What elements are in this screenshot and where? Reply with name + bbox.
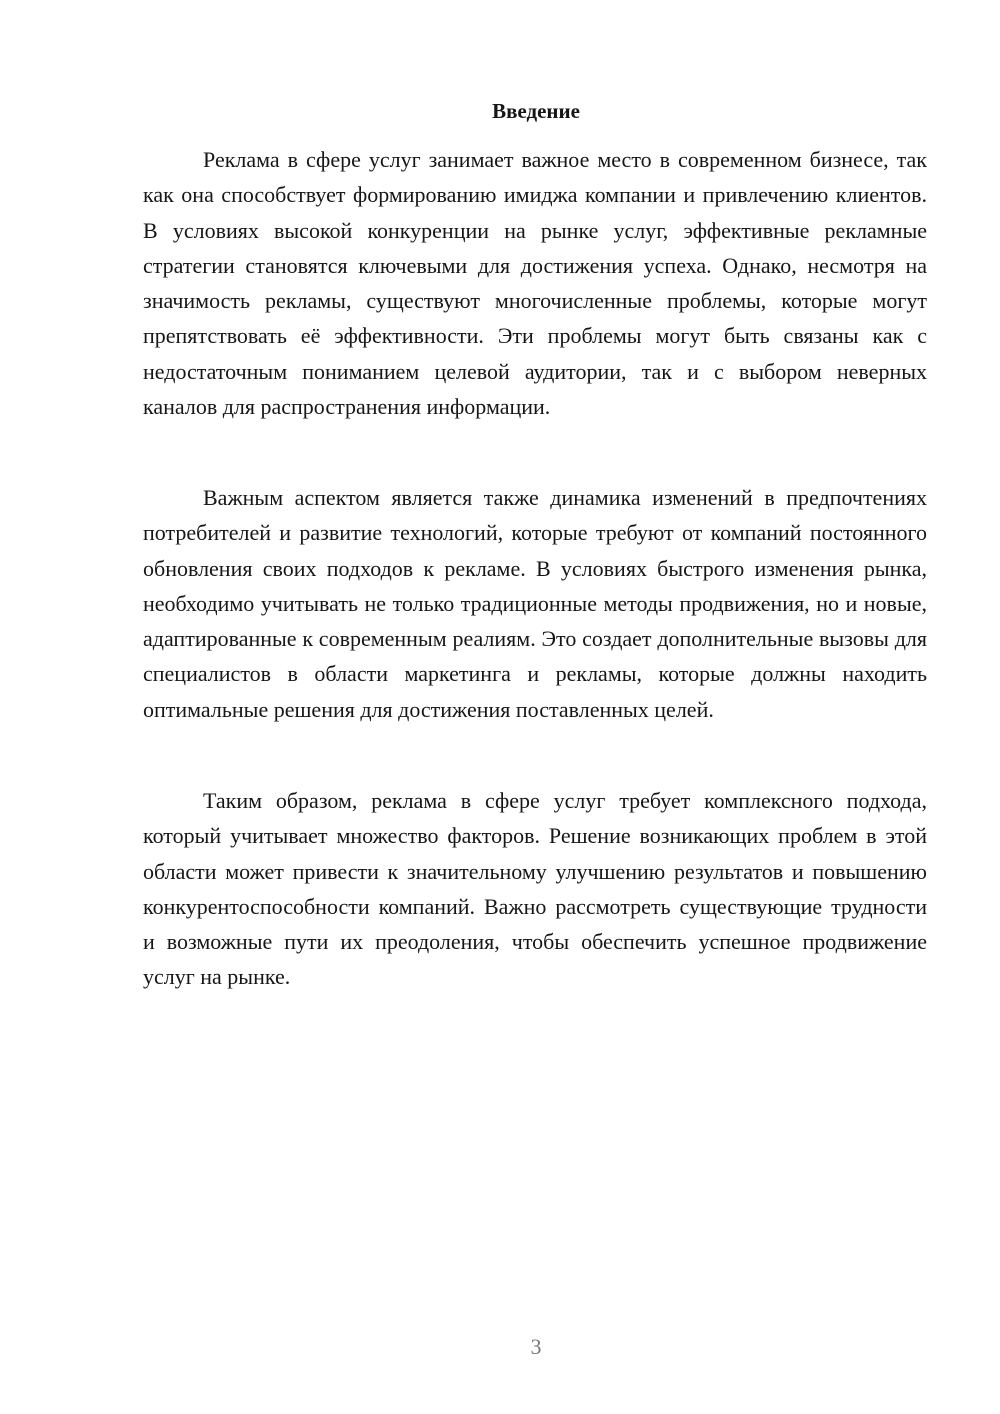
page-title: Введение	[492, 99, 580, 123]
paragraph-3: Таким образом, реклама в сфере услуг требует комплексного подхода, который учитывает множество факторов. Решение возникающих проблем в этой области может привести к значительному улучшению результатов и повышению конкурентоспособности компаний. Важно рассмотреть существующие трудности и возможные пути их преодоления, чтобы обеспечить успешное продвижение услуг на рынке.	[143, 788, 927, 990]
paragraph-1: Реклама в сфере услуг занимает важное место в современном бизнесе, так как она способствует формированию имиджа компании и привлечению клиентов. В условиях высокой конкуренции на рынке услуг, эффективные рекламные стратегии становятся ключевыми для достижения успеха. Однако, несмотря на значимость рекламы, существуют многочисленные проблемы, которые могут препятствовать её эффективности. Эти проблемы могут быть связаны как с недостаточным пониманием целевой аудитории, так и с выбором неверных каналов для распространения информации.	[143, 147, 927, 420]
paragraph-2: Важным аспектом является также динамика изменений в предпочтениях потребителей и развитие технологий, которые требуют от компаний постоянного обновления своих подходов к рекламе. В условиях быстрого изменения рынка, необходимо учитывать не только традиционные методы продвижения, но и новые, адаптированные к современным реалиям. Это создает дополнительные вызовы для специалистов в области маркетинга и рекламы, которые должны находить оптимальные решения для достижения поставленных целей.	[143, 485, 927, 722]
page-number: 3	[530, 1334, 542, 1359]
